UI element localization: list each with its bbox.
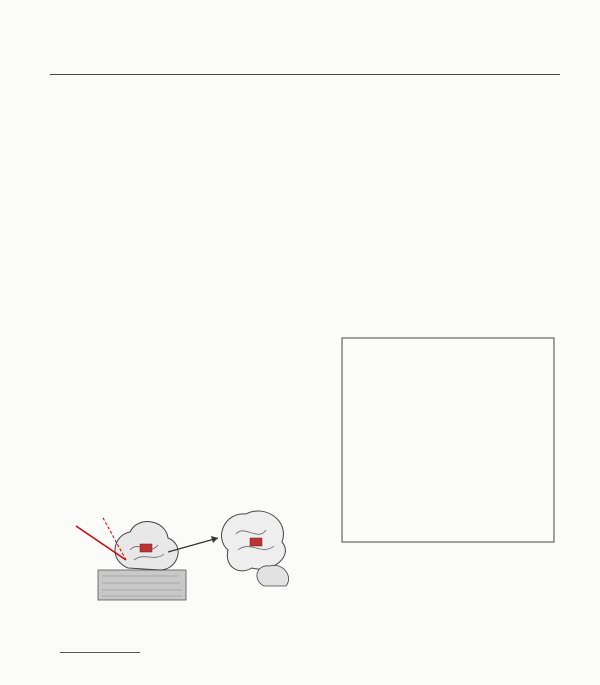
cyt-b5-protein-right [257, 565, 289, 586]
arrow-head [211, 536, 218, 543]
fig-1-spectrum-chart [334, 336, 560, 568]
ni-substrate [98, 570, 186, 600]
heme-left [140, 544, 152, 552]
scheme-1-illustration [68, 490, 318, 610]
plot-frame [342, 338, 554, 542]
keywords [60, 296, 66, 306]
header-rule [50, 74, 560, 75]
classification [60, 310, 92, 320]
heme-right [250, 538, 262, 546]
abstract [60, 192, 552, 205]
scheme-1-caption [62, 614, 318, 626]
footnote-rule [60, 652, 140, 653]
fig-1-caption [326, 582, 558, 596]
